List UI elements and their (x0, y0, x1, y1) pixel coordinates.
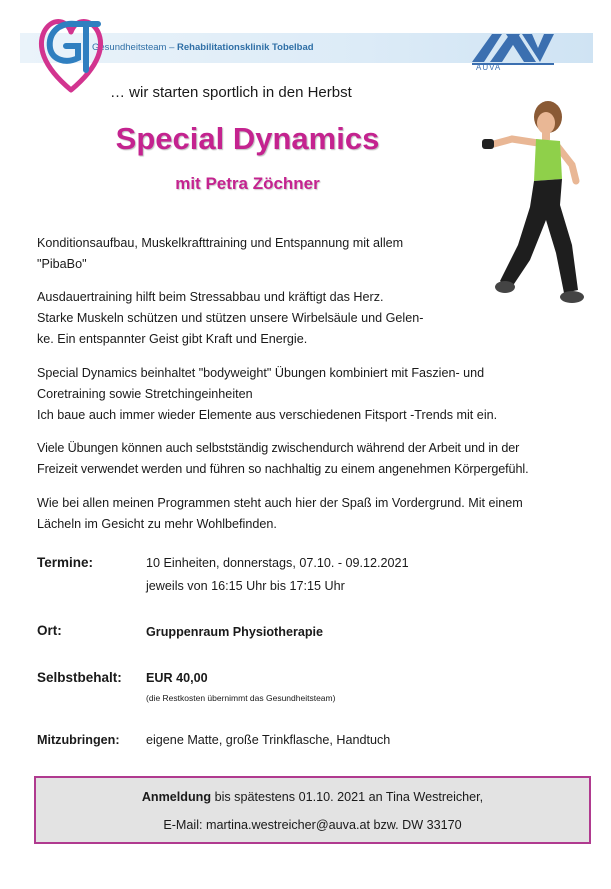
registration-label: Anmeldung (141, 790, 212, 804)
selbstbehalt-value: EUR 40,00 (146, 671, 208, 685)
paragraph-2-line-2: Starke Muskeln schützen und stützen unsere Wirbelsäule und Gelen- (37, 311, 424, 325)
paragraph-3 (37, 363, 593, 426)
registration-box (34, 776, 591, 844)
termine-line-2: jeweils von 16:15 Uhr bis 17:15 Uhr (146, 579, 345, 593)
paragraph-5-line-2: Lächeln im Gesicht zu mehr Wohlbefinden. (37, 517, 277, 531)
tagline: … wir starten sportlich in den Herbst (110, 84, 352, 101)
paragraph-2-line-3: ke. Ein entspannter Geist gibt Kraft und Energie. (37, 332, 308, 346)
paragraph-1-line-2: "PibaBo" (37, 257, 87, 271)
paragraph-5 (37, 493, 593, 535)
gt-heart-logo (36, 10, 106, 100)
selbstbehalt-label: Selbstbehalt: (37, 670, 122, 685)
registration-line (34, 790, 591, 804)
header-text (92, 42, 314, 53)
paragraph-3-line-3: Ich baue auch immer wieder Elemente aus verschiedenen Fitsport -Trends mit ein. (37, 408, 498, 422)
mitbringen-label: Mitzubringen: (37, 733, 120, 747)
mitbringen-value: eigene Matte, große Trinkflasche, Handtuch (146, 733, 391, 747)
paragraph-3-line-2: Coretraining sowie Stretchingeinheiten (37, 387, 253, 401)
header-clinic: Rehabilitationsklinik Tobelbad (177, 42, 314, 53)
selbstbehalt-note: (die Restkosten übernimmt das Gesundheitsteam) (146, 693, 336, 703)
paragraph-5-line-1: Wie bei allen meinen Programmen steht auch hier der Spaß im Vordergrund. Mit einem (37, 496, 523, 510)
paragraph-2 (37, 287, 455, 350)
termine-label: Termine: (37, 555, 94, 570)
header-team: Gesundheitsteam – (92, 42, 175, 53)
paragraph-2-line-1: Ausdauertraining hilft beim Stressabbau und kräftigt das Herz. (37, 290, 384, 304)
paragraph-4-line-2: Freizeit verwendet werden und führen so nachhaltig zu einem angenehmen Körpergefühl. (37, 462, 529, 476)
paragraph-1 (37, 233, 455, 275)
paragraph-3-line-1: Special Dynamics beinhaltet "bodyweight" Übungen kombiniert mit Faszien- und (37, 366, 485, 380)
ort-label: Ort: (37, 623, 62, 638)
page-title: Special Dynamics (115, 121, 380, 156)
trainer-photo (460, 95, 600, 355)
registration-text: bis spätestens 01.10. 2021 an Tina Westreicher, (211, 790, 484, 804)
paragraph-4 (37, 438, 593, 480)
paragraph-1-line-1: Konditionsaufbau, Muskelkrafttraining und Entspannung mit allem (37, 236, 404, 250)
page-subtitle: mit Petra Zöchner (175, 174, 320, 193)
ort-value: Gruppenraum Physiotherapie (146, 625, 324, 639)
contact-email-line: E-Mail: martina.westreicher@auva.at bzw. DW 33170 (163, 818, 462, 832)
paragraph-4-line-1: Viele Übungen können auch selbstständig zwischendurch während der Arbeit und in der (37, 441, 520, 455)
termine-line-1: 10 Einheiten, donnerstags, 07.10. - 09.12.2021 (146, 556, 409, 570)
auva-logo-text: AUVA (476, 63, 502, 72)
